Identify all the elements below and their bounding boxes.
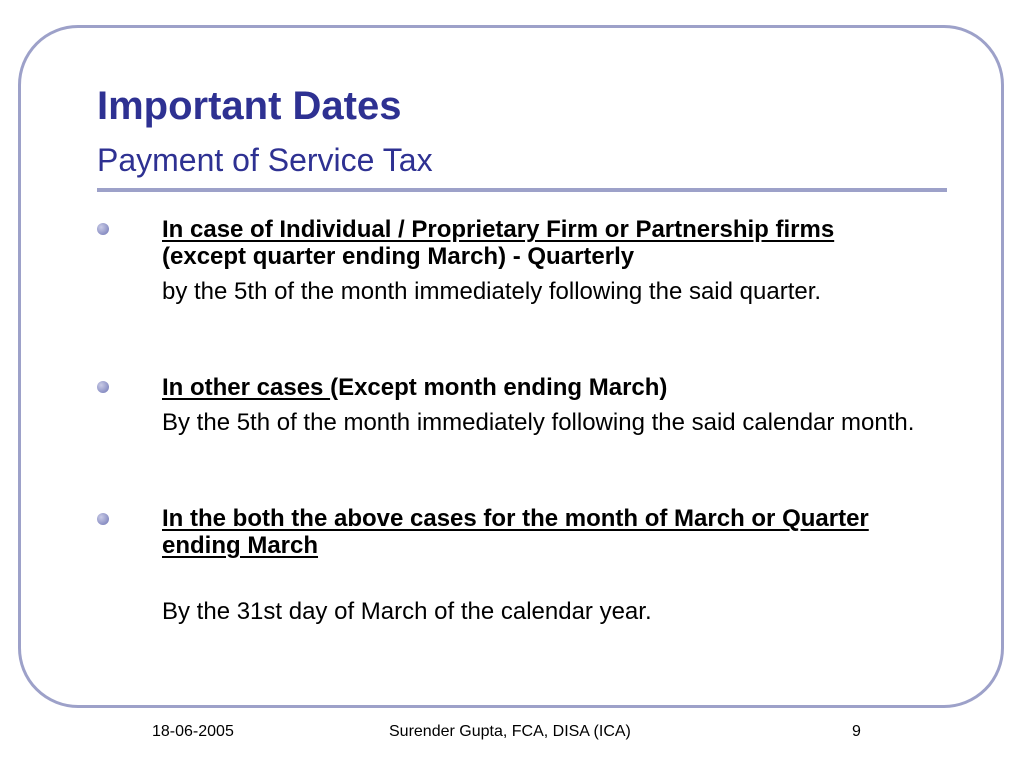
slide-subtitle: Payment of Service Tax <box>97 142 433 178</box>
footer-author: Surender Gupta, FCA, DISA (ICA) <box>389 723 631 740</box>
item-heading <box>162 374 922 401</box>
list-item <box>162 505 922 559</box>
bullet-icon <box>97 381 109 393</box>
item-detail: By the 5th of the month immediately following the said calendar month. <box>162 409 915 436</box>
item-heading-underlined: In the both the above cases for the month of March or Quarter ending March <box>162 505 869 559</box>
list-item <box>162 216 922 305</box>
item-detail: by the 5th of the month immediately following the said quarter. <box>162 278 822 305</box>
item-heading-underlined: In case of Individual / Proprietary Firm or Partnership firms <box>162 216 835 243</box>
footer-date: 18-06-2005 <box>152 723 234 740</box>
slide-title: Important Dates <box>97 84 402 128</box>
item-heading-underlined: In other cases <box>162 374 331 401</box>
final-note: By the 31st day of March of the calendar year. <box>162 598 652 625</box>
footer-page-number: 9 <box>852 723 861 740</box>
bullet-icon <box>97 223 109 235</box>
item-heading <box>162 505 922 559</box>
list-item <box>162 374 922 436</box>
bullet-icon <box>97 513 109 525</box>
item-heading <box>162 216 922 270</box>
item-heading-rest: (Except month ending March) <box>330 374 668 401</box>
title-divider <box>97 188 947 192</box>
item-heading-rest: (except quarter ending March) - Quarterly <box>162 243 635 270</box>
